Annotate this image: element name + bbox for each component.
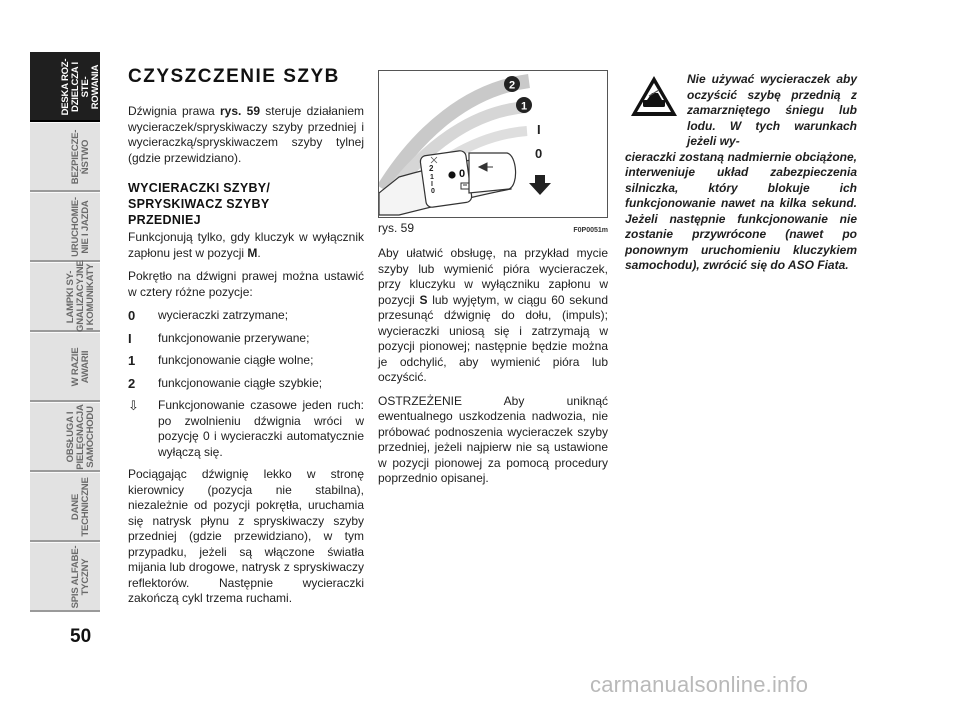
lever-mark-0: 0 [431, 188, 435, 195]
lever-tip [469, 153, 516, 193]
tab-warning-lights[interactable] [30, 262, 100, 332]
warning-triangle-icon [629, 74, 679, 118]
section-subtitle: WYCIERACZKI SZYBY/ SPRYSKIWACZ SZYBY PRZEDNIEJ [128, 181, 271, 227]
warning-text-body: cieraczki zostaną nadmiernie obciążone, interweniuje układ zabezpieczenia silniczka, który blokuje ich funkcjonowanie nawet na kilka sekund. Jeżeli następnie funkcjonowanie nie zostanie przywrócone (nawet po ponownym uruchomieniu kluczykiem samochodu), zwrócić się do ASO Fiata. [625, 149, 857, 272]
ignition-paragraph: Funkcjonują tylko, gdy kluczyk w wyłącznik zapłonu jest w pozycji M. [128, 230, 364, 260]
wiper-lever-figure [378, 70, 608, 218]
ring-mark-0: 0 [459, 168, 466, 180]
tab-label: OBSŁUGA I PIELĘGNACJA SAMOCHODU [65, 404, 96, 470]
knob-paragraph: Pokrętło na dźwigni prawej można ustawić w cztery różne pozycje: [128, 269, 364, 299]
lever-mark-2: 2 [429, 164, 434, 173]
tab-label: LAMPKI SY- GNALIZACYJNE I KOMUNIKATY [65, 260, 96, 332]
figure-caption [378, 221, 608, 235]
lever-mark-I: I [431, 181, 433, 188]
position-dot [448, 171, 455, 178]
tab-technical-data[interactable] [30, 472, 100, 542]
lever-mark-1: 1 [430, 174, 434, 181]
wiper-lever-illustration [379, 71, 607, 217]
tab-maintenance[interactable] [30, 402, 100, 472]
down-arrow-icon [529, 175, 551, 195]
tab-label: DANE TECHNICZNE [70, 477, 91, 537]
watermark: carmanualsonline.info [590, 672, 809, 697]
column-middle [378, 70, 608, 495]
tab-starting-driving[interactable] [30, 192, 100, 262]
caution-paragraph: OSTRZEŻENIE Aby uniknąć ewentualnego uszkodzenia nadwozia, nie próbować podnoszenia wycieraczek szyby przedniej, jeżeli najpierw nie są ustawione w pozycji pionowej za pomocą procedury poprzednio opisanej. [378, 393, 608, 485]
tab-label: URUCHOMIE- NIE I JAZDA [70, 197, 91, 257]
tab-label: SPIS ALFABE- TYCZNY [70, 545, 91, 609]
tab-emergency[interactable] [30, 332, 100, 402]
position-label-0: 0 [535, 146, 543, 161]
column-right [625, 72, 857, 274]
position-label-I: I [537, 122, 541, 137]
page-title: CZYSZCZENIE SZYB [128, 66, 340, 87]
tab-label: BEZPIECZE- ŃSTWO [70, 129, 91, 185]
warning-block [625, 72, 857, 150]
list-item: ⇩ Funkcjonowanie czasowe jeden ruch: po zwolnieniu dźwignia wróci w pozycję 0 i wycieraczki automatycznie wyłączą się. [128, 398, 364, 459]
list-item: 2 funkcjonowanie ciągłe szybkie; [128, 375, 323, 391]
position-list [128, 308, 364, 460]
callout-1-label: 1 [520, 100, 528, 113]
warning-text-head: Nie używać wycieraczek aby oczyścić szybę przednią z zamarzniętego śniegu lub lodu. W tych warunkach jeżeli wy- [687, 72, 857, 148]
service-paragraph: Aby ułatwić obsługę, na przykład mycie szyby lub wymienić pióra wycieraczek, przy kluczyku w wyłączniku zapłonu w pozycji S lub wyjętym, w ciągu 60 sekund przesunąć dźwignię do dołu, (impuls); wycieraczki uniosą się i zatrzymają w pozycji pionowej; następnie będzie można je odchylić, aby wymienić pióra lub oczyścić. [378, 246, 609, 384]
tab-dashboard-controls[interactable] [30, 52, 100, 122]
tab-safety[interactable] [30, 122, 100, 192]
intro-paragraph: Dźwignia prawa rys. 59 steruje działaniem wycieraczek/spryskiwaczy szyby przedniej i wycieraczką/spryskiwaczem szyby tylnej (gdzie przewidziano). [128, 104, 364, 165]
callout-2-label: 2 [508, 79, 516, 92]
section-tab-strip [30, 52, 100, 616]
tab-label: DESKA ROZ- DZIELCZA I STE- ROWANIA [60, 58, 101, 116]
washer-paragraph: Pociągając dźwignię lekko w stronę kierownicy (pozycja nie stabilna), niezależnie od pozycji pokrętła, uruchamia się natrysk płynu z spryskiwaczy szyby przedniej (gdzie przewidziano), w tym przypadku, jeżeli są włączone światła mijania lub drogowe, natrysk z spryskiwaczy reflektorów. Następnie wycieraczki zakończą cykl trzema ruchami. [128, 467, 364, 605]
tab-index[interactable] [30, 542, 100, 612]
list-item: 0 wycieraczki zatrzymane; [128, 308, 289, 323]
page-number: 50 [70, 626, 92, 647]
tab-label: W RAZIE AWARII [70, 347, 91, 387]
figure-label: rys. 59 [378, 221, 415, 235]
figure-code: F0P0051m [573, 227, 608, 234]
list-item: I funkcjonowanie przerywane; [128, 330, 310, 346]
list-item: 1 funkcjonowanie ciągłe wolne; [128, 353, 314, 368]
column-left [128, 66, 364, 615]
